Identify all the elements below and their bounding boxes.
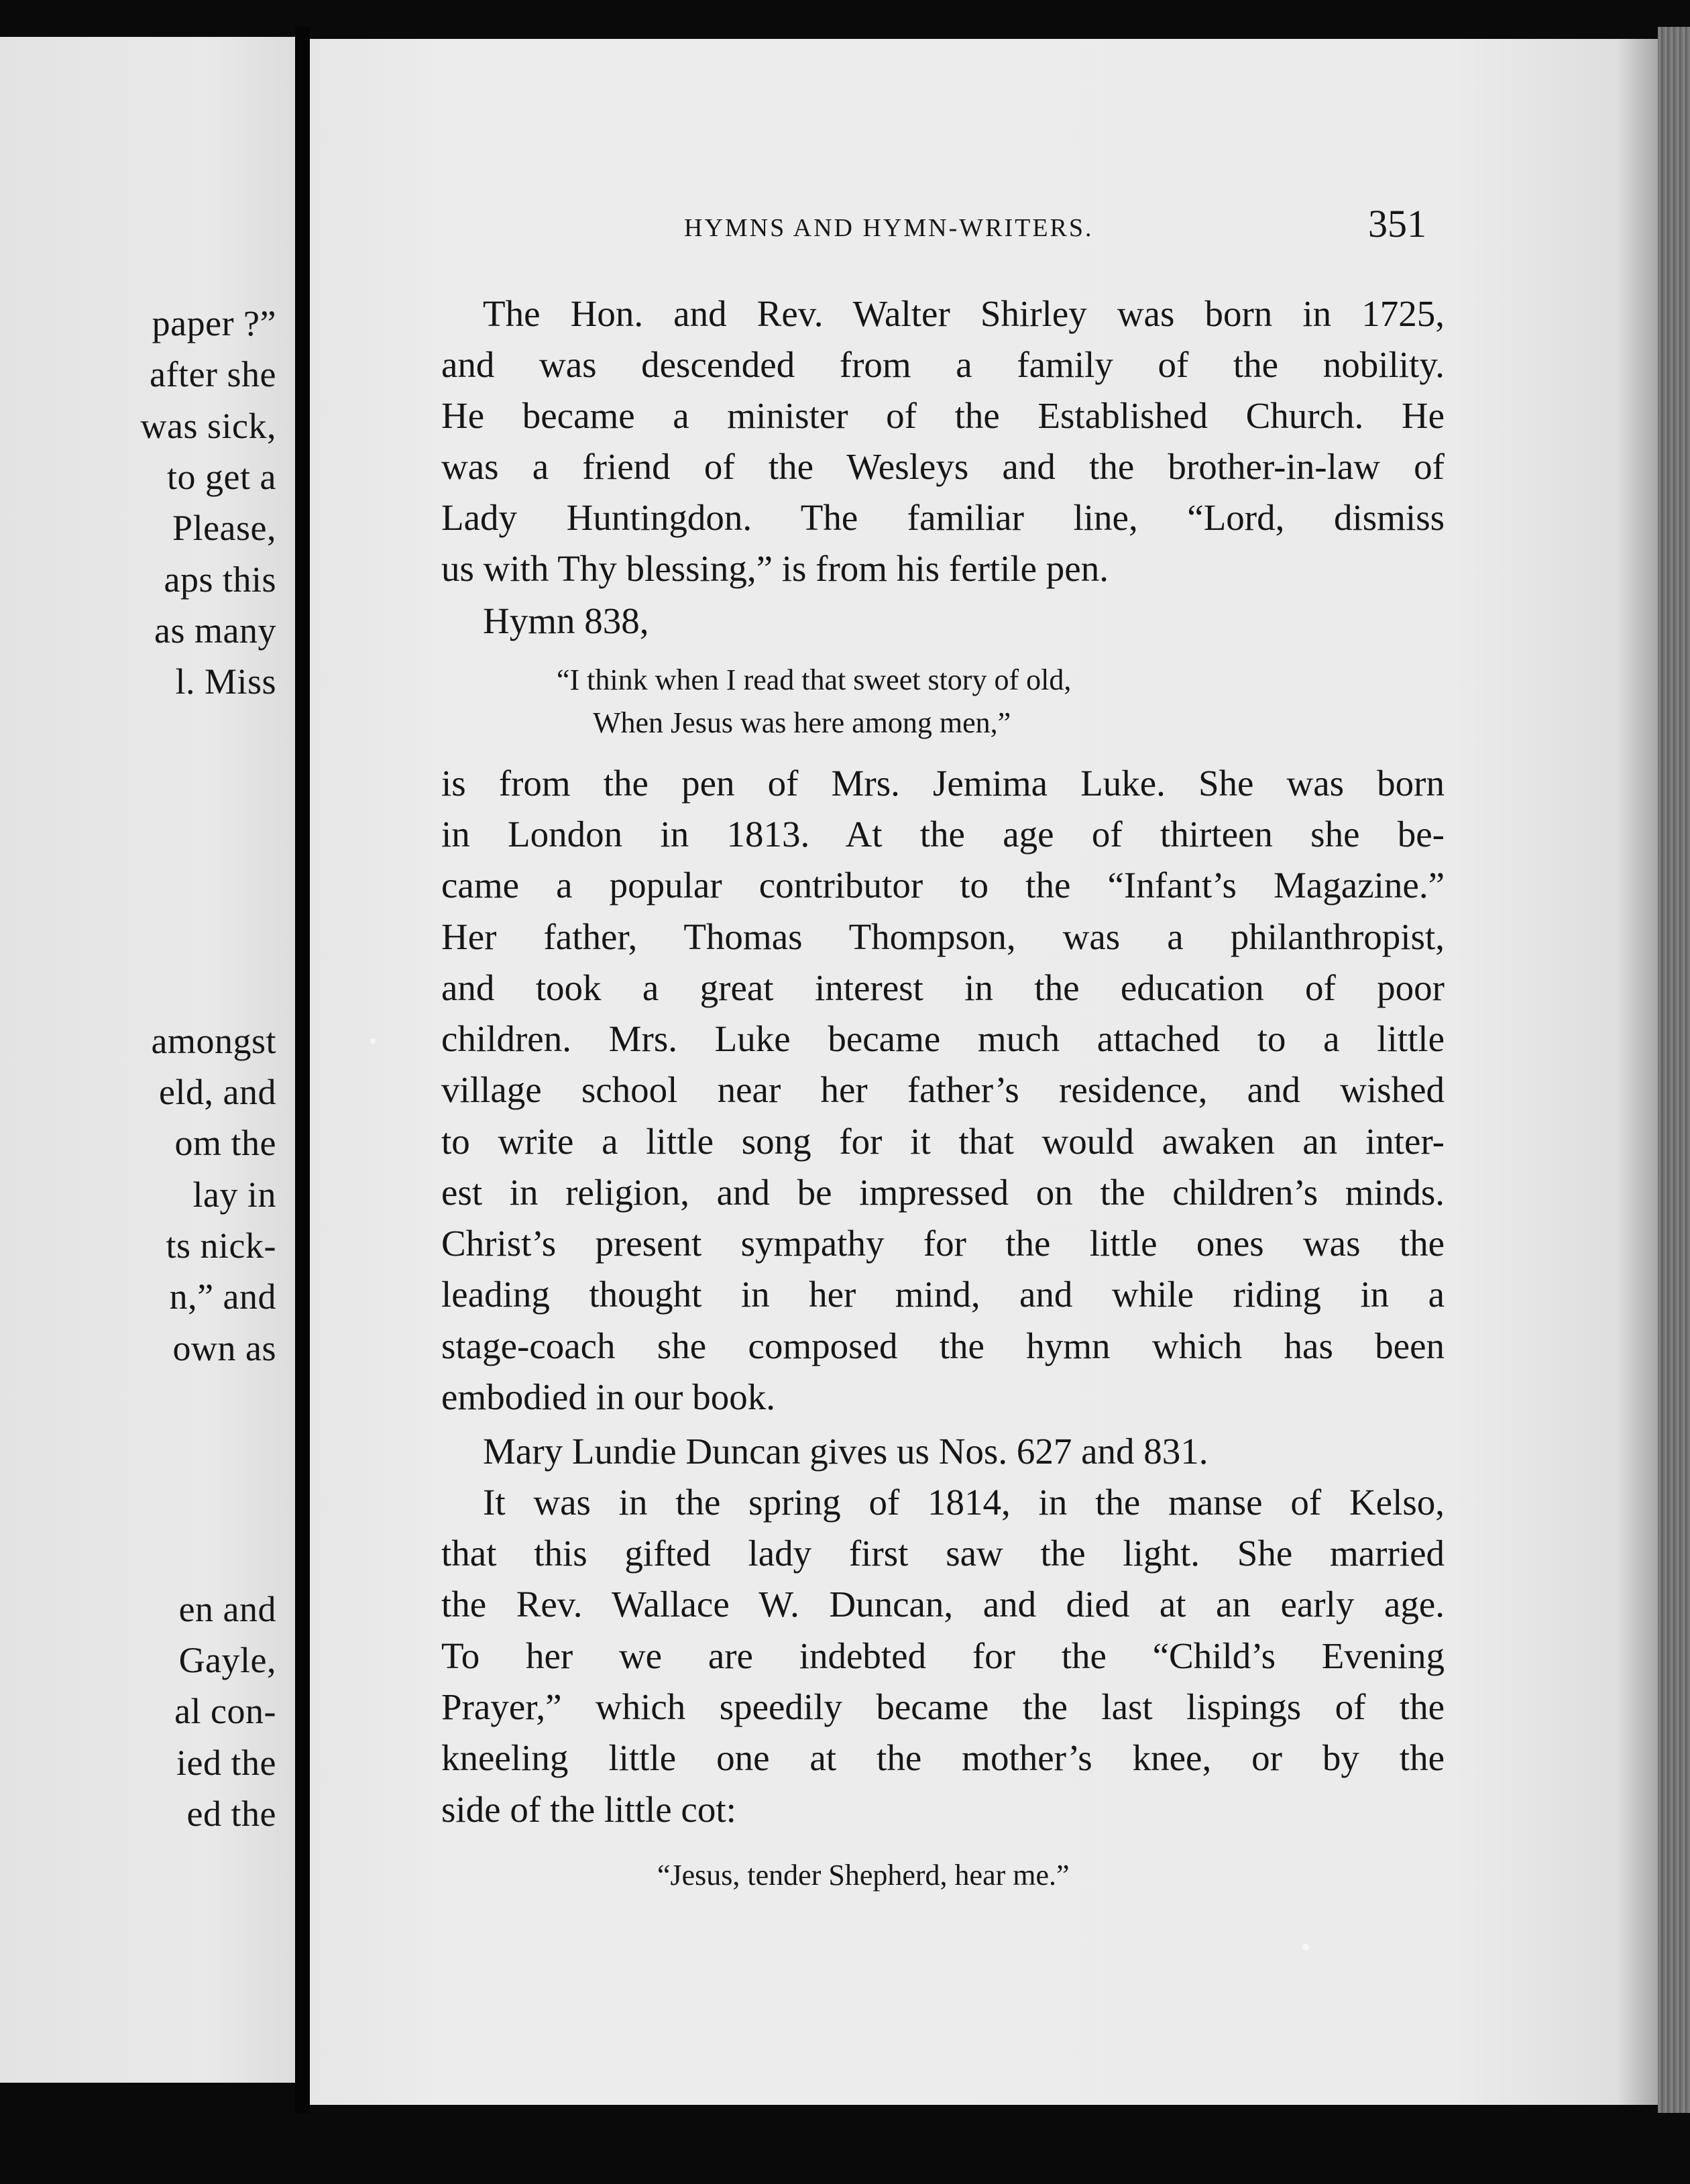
- body-line: that this gifted lady first saw the light. She married: [441, 1533, 1445, 1574]
- body-line: came a popular contributor to the “Infant’s Magazine.”: [441, 865, 1445, 906]
- body-line: Lady Huntingdon. The familiar line, “Lord, dismiss: [441, 497, 1445, 538]
- body-line: stage-coach she composed the hymn which has been: [441, 1325, 1445, 1366]
- left-facing-page: [0, 37, 295, 2083]
- body-line: side of the little cot:: [441, 1789, 736, 1830]
- left-page-line: om the: [174, 1123, 276, 1163]
- quote-line: When Jesus was here among men,”: [593, 706, 1011, 739]
- book-gutter: [295, 27, 310, 2113]
- body-line: est in religion, and be impressed on the children’s minds.: [441, 1172, 1445, 1213]
- left-page-line: as many: [154, 610, 276, 651]
- body-line: children. Mrs. Luke became much attached to a little: [441, 1018, 1445, 1059]
- paper-speck: [1302, 1944, 1309, 1951]
- left-page-line: aps this: [164, 559, 276, 600]
- body-line: is from the pen of Mrs. Jemima Luke. She was born: [441, 763, 1445, 804]
- body-line: embodied in our book.: [441, 1376, 775, 1417]
- quote-line: “Jesus, tender Shepherd, hear me.”: [657, 1859, 1070, 1892]
- left-page-line: ed the: [186, 1794, 276, 1834]
- left-page-line: to get a: [167, 457, 276, 497]
- quote-line: “I think when I read that sweet story of old,: [557, 663, 1072, 696]
- body-line: Christ’s present sympathy for the little ones was the: [441, 1223, 1445, 1264]
- body-line: kneeling little one at the mother’s knee, or by the: [441, 1737, 1445, 1778]
- body-line: and was descended from a family of the nobility.: [441, 344, 1445, 385]
- page-number: 351: [1368, 202, 1426, 245]
- body-line: Her father, Thomas Thompson, was a philanthropist,: [441, 916, 1445, 957]
- left-page-line: ts nick-: [166, 1225, 276, 1266]
- left-page-line: l. Miss: [175, 661, 276, 702]
- paper-speck: [370, 1038, 376, 1044]
- body-line: us with Thy blessing,” is from his fertile pen.: [441, 548, 1109, 589]
- left-page-line: al con-: [174, 1691, 276, 1731]
- left-page-line: en and: [178, 1589, 276, 1629]
- left-page-line: paper ?”: [152, 303, 276, 343]
- body-line: the Rev. Wallace W. Duncan, and died at an early age.: [441, 1584, 1445, 1625]
- left-page-line: lay in: [192, 1175, 276, 1215]
- running-head: HYMNS AND HYMN-WRITERS.: [684, 214, 1094, 242]
- left-page-line: own as: [172, 1328, 276, 1368]
- left-page-line: amongst: [151, 1021, 276, 1061]
- body-line: and took a great interest in the education of poor: [441, 967, 1445, 1008]
- body-line: To her we are indebted for the “Child’s Evening: [441, 1635, 1445, 1676]
- left-page-line: n,” and: [169, 1276, 276, 1317]
- left-page-line: after she: [150, 354, 276, 394]
- left-page-line: eld, and: [159, 1072, 276, 1112]
- body-line: Mary Lundie Duncan gives us Nos. 627 and 831.: [483, 1431, 1208, 1472]
- body-line: It was in the spring of 1814, in the manse of Kelso,: [483, 1482, 1445, 1523]
- body-line: was a friend of the Wesleys and the brother-in-law of: [441, 446, 1445, 487]
- body-line: in London in 1813. At the age of thirteen she be-: [441, 814, 1445, 855]
- left-page-line: was sick,: [140, 406, 276, 446]
- body-line: The Hon. and Rev. Walter Shirley was born in 1725,: [483, 293, 1445, 334]
- hymn-intro: Hymn 838,: [483, 600, 649, 641]
- left-page-line: Please,: [172, 508, 276, 548]
- body-line: to write a little song for it that would awaken an inter-: [441, 1121, 1445, 1162]
- left-page-line: Gayle,: [178, 1640, 276, 1680]
- body-line: leading thought in her mind, and while riding in a: [441, 1274, 1445, 1315]
- body-line: He became a minister of the Established Church. He: [441, 395, 1445, 436]
- body-line: Prayer,” which speedily became the last lispings of the: [441, 1686, 1445, 1727]
- left-page-line: ied the: [176, 1743, 276, 1783]
- page-edge: [1658, 27, 1690, 2113]
- body-line: village school near her father’s residence, and wished: [441, 1069, 1445, 1110]
